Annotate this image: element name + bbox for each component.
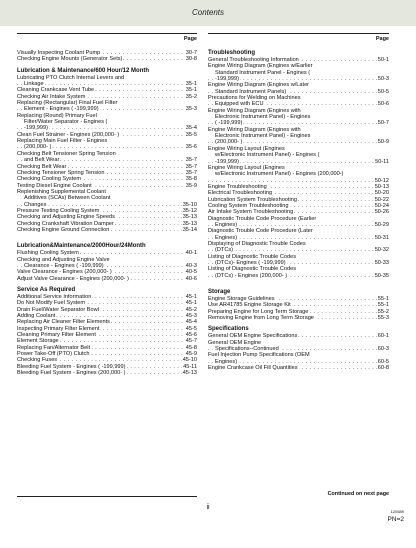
toc-entry-page: 50-35 bbox=[374, 272, 389, 279]
toc-entry-title: Air Intake System Troubleshooting bbox=[208, 209, 294, 216]
toc-entry-title: Bleeding Fuel System - Engines (200,000- ) bbox=[17, 370, 126, 377]
toc-entry-page: 30-7 bbox=[185, 50, 197, 56]
section-heading: Lubrication&Maintenance/2000Hour/24Month bbox=[17, 243, 146, 250]
toc-entry-page: 35-1 bbox=[185, 87, 197, 94]
toc-text-line: Engine Wiring Diagram (Engines with bbox=[208, 107, 301, 114]
toc-text-line: Fuel Injection Pump Specifications (OEM bbox=[208, 352, 310, 359]
toc-entry-title: and Belt Wear bbox=[24, 157, 60, 164]
toc-entry-title: Checking Engine Mounts (Generator Sets) bbox=[17, 56, 123, 63]
toc-entry-title: Lubrication System Troubleshooting bbox=[208, 196, 297, 203]
toc-entry-page: 50-31 bbox=[374, 234, 389, 241]
page-title: Contents bbox=[191, 8, 225, 17]
toc-entry-page: 50-7 bbox=[377, 120, 389, 127]
toc-entry-title: Preparing Engine for Long Term Storage bbox=[208, 308, 309, 315]
toc-entry-title: Checking Cooling System bbox=[17, 176, 82, 183]
top-rule-right bbox=[208, 33, 389, 34]
toc-entry-title: Changes bbox=[24, 201, 47, 208]
toc-entry-page: 35-9 bbox=[185, 182, 197, 189]
toc-entry-title: Adding Coolant bbox=[17, 313, 56, 320]
toc-entry-page: 50-3 bbox=[377, 76, 389, 83]
toc-entry-page: 45-4 bbox=[185, 319, 197, 326]
toc-entry-title: -199,999) bbox=[215, 158, 239, 165]
toc-entry-page: 35-12 bbox=[182, 207, 197, 214]
toc-entry-page: 50-32 bbox=[374, 247, 389, 254]
toc-text-line: Standard Instrument Panel - Engines ( bbox=[215, 69, 311, 76]
toc-entry-page: 55-1 bbox=[377, 302, 389, 309]
toc-text-line: Replacing Main Fuel Filter - Engines bbox=[17, 138, 108, 145]
toc-text-line: Engine Wiring Layout (Engines bbox=[208, 164, 285, 171]
toc-entry-title: (DTCs) bbox=[215, 247, 234, 254]
page-number: ii bbox=[206, 504, 210, 511]
toc-entry-title: Linkage bbox=[24, 81, 44, 88]
right-column bbox=[208, 36, 389, 371]
section-heading: Service As Required bbox=[17, 287, 76, 293]
toc-entry-page: 50-26 bbox=[374, 209, 389, 216]
toc-entry-title: Engine Crankcase Oil Fill Quantities bbox=[208, 365, 298, 372]
toc-entry-title: Additional Service Information bbox=[17, 294, 92, 300]
toc-entry-title: Checking and Adjusting Engine Speeds bbox=[17, 214, 115, 221]
toc-text-line: Engine Wiring Diagram (Engines with bbox=[208, 126, 301, 133]
toc-entry-title: Checking Air Intake System bbox=[17, 93, 86, 100]
toc-entry-title: Element Storage bbox=[17, 338, 59, 345]
toc-entry-title: Power Take-Off (PTO) Clutch bbox=[17, 351, 90, 358]
toc-entry-page: 35-7 bbox=[185, 157, 197, 164]
toc-text-line: Replacing (Round) Primary Fuel bbox=[17, 112, 97, 119]
toc-entry-page: 60-1 bbox=[377, 333, 389, 340]
toc-entry-page: 45-13 bbox=[182, 370, 197, 377]
toc-entry-page: 35-13 bbox=[182, 220, 197, 227]
left-column bbox=[17, 36, 197, 376]
toc-entry-title: Bleeding Fuel System - Engines ( -199,999) bbox=[17, 363, 126, 370]
toc-entry-title: Checking Engine Ground Connection bbox=[17, 226, 110, 233]
toc-entry[interactable] bbox=[17, 227, 197, 233]
toc-entry-title: Cleaning Primary Filter Element bbox=[17, 332, 96, 339]
toc-text-line: Replacing (Rectangular) Final Fuel Filter bbox=[17, 100, 118, 107]
continued-note: Continued on next page bbox=[327, 491, 389, 497]
toc-entry-title: (200,000- ) bbox=[24, 144, 52, 151]
toc-entry-title: Drain Fuel/Water Separator Bowl bbox=[17, 306, 99, 313]
section-heading: Specifications bbox=[208, 326, 249, 333]
toc-entry-title: ( -199,999) bbox=[215, 120, 243, 127]
toc-entry[interactable] bbox=[208, 273, 389, 279]
document-code: 120589 bbox=[390, 509, 404, 514]
toc-entry-page: 50-12 bbox=[374, 177, 389, 184]
toc-entry-title: Specifications--Continued bbox=[215, 346, 279, 353]
section-heading: Troubleshooting bbox=[208, 50, 255, 56]
toc-entry-title: Engine Troubleshooting bbox=[208, 183, 267, 190]
toc-entry-title: General OEM Engine Specifications bbox=[208, 333, 298, 340]
toc-entry-title: Replacing Air Cleaner Filter Elements bbox=[17, 319, 110, 326]
toc-entry-page: 50-11 bbox=[375, 158, 389, 165]
toc-entry-title: (DTCs)- Engines ( -199,999) bbox=[215, 260, 286, 266]
toc-entry-title: Cleaning Crankcase Vent Tube bbox=[17, 87, 95, 94]
toc-entry-title: Engines) bbox=[215, 358, 238, 365]
toc-entry-page: 50-20 bbox=[374, 190, 389, 197]
toc-entry-page: 60-8 bbox=[377, 365, 389, 372]
toc-entry-title: -199,999) bbox=[215, 76, 239, 83]
toc-entry-page: 45-1 bbox=[185, 294, 197, 300]
toc-text-line: General OEM Engine bbox=[208, 339, 262, 346]
toc-text-line: Filter/Water Separator - Engines ( bbox=[24, 119, 108, 126]
toc-entry-page: 45-9 bbox=[185, 351, 197, 358]
toc-text-line: Listing of Diagnostic Trouble Codes bbox=[208, 253, 296, 260]
toc-entry[interactable] bbox=[17, 56, 197, 62]
toc-text-line: Checking and Adjusting Engine Valve bbox=[17, 256, 110, 263]
toc-entry-title: Removing Engine from Long Term Storage bbox=[208, 315, 314, 322]
toc-entry-page: 45-3 bbox=[185, 313, 197, 320]
toc-entry-page: 30-8 bbox=[185, 56, 197, 63]
toc-entry-page: 50-6 bbox=[377, 101, 389, 108]
toc-entry-title: Use AR41785 Engine Storage Kit bbox=[208, 302, 291, 309]
toc-text-line: Additives (SCAs) Between Coolant bbox=[24, 195, 111, 202]
toc-entry-page: 55-2 bbox=[377, 308, 389, 315]
toc-entry-title: Clearance - Engines ( -199,999) bbox=[24, 262, 104, 269]
toc-text-line: Listing of Diagnostic Trouble Codes bbox=[208, 266, 296, 273]
toc-entry-title: -199,999) bbox=[24, 125, 48, 132]
toc-entry-page: 55-3 bbox=[377, 315, 389, 322]
toc-entry-title: Checking Belt Wear bbox=[17, 163, 67, 170]
toc-entry-page: 35-5 bbox=[185, 131, 197, 138]
toc-entry-page: 60-5 bbox=[377, 358, 389, 365]
toc-text-line: w/Electronic Instrument Panel) - Engines (200,000-) bbox=[215, 171, 344, 178]
toc-entry-page: 35-3 bbox=[185, 106, 197, 113]
toc-entry-page: 45-8 bbox=[185, 344, 197, 351]
toc-entry-page: 50-29 bbox=[374, 221, 389, 228]
toc-entry-title: Valve Clearance - Engines (200,000- ) bbox=[17, 269, 112, 276]
toc-text-line: Engine Wiring Diagram (Engines w/Earlier bbox=[208, 63, 313, 70]
toc-entry-title: Visually Inspecting Coolant Pump bbox=[17, 50, 101, 56]
bottom-rule-left bbox=[17, 496, 197, 497]
toc-entry-title: Adjust Valve Clearance - Engines (200,000- ) bbox=[17, 275, 129, 282]
toc-entry-title: Pressure Testing Cooling System bbox=[17, 207, 100, 214]
toc-entry-page: 50-13 bbox=[374, 183, 389, 190]
toc-entry-page: 35-13 bbox=[182, 214, 197, 221]
toc-text-line: Electronic Instrument Panel) - Engines bbox=[215, 114, 311, 121]
toc-list-left bbox=[17, 50, 197, 376]
toc-entry-page: 35-8 bbox=[185, 176, 197, 183]
toc-entry-title: Engines) bbox=[215, 234, 238, 241]
toc-entry-title: Checking Tensioner Spring Tension bbox=[17, 169, 105, 176]
toc-entry-page: 45-6 bbox=[185, 332, 197, 339]
toc-entry-title: Element - Engines ( -199,999) bbox=[24, 106, 99, 113]
toc-entry-title: Testing Diesel Engine Coolant bbox=[17, 182, 92, 189]
section-heading: Storage bbox=[208, 289, 231, 296]
toc-text-line: Engine Wiring Layout (Engines bbox=[208, 145, 285, 152]
toc-entry-page: 35-2 bbox=[185, 93, 197, 100]
toc-text-line: Diagnostic Trouble Code Procedure (Later bbox=[208, 228, 313, 235]
toc-entry-title: Engine Storage Guidelines bbox=[208, 296, 275, 303]
toc-entry-title: Equipped with ECU bbox=[215, 101, 264, 108]
toc-entry[interactable] bbox=[208, 315, 389, 321]
toc-entry-page: 35-1 bbox=[185, 81, 197, 88]
toc-text-line: Diagnostic Trouble Code Procedure (Earlier bbox=[208, 215, 317, 222]
toc-text-line: Engine Wiring Diagram (Engines w/Later bbox=[208, 82, 310, 89]
toc-entry-title bbox=[215, 178, 216, 184]
toc-entry-title: Flushing Cooling System bbox=[17, 250, 79, 257]
toc-entry-page: 50-33 bbox=[374, 260, 389, 266]
toc-entry-page: 35-6 bbox=[185, 144, 197, 151]
toc-entry-title: Checking Fuses bbox=[17, 357, 58, 364]
toc-text-line: Electronic Instrument Panel) - Engines bbox=[215, 133, 311, 140]
toc-entry-page: 35-14 bbox=[182, 226, 197, 233]
toc-entry-page: 50-9 bbox=[377, 139, 389, 146]
toc-entry-page: 45-1 bbox=[185, 300, 197, 307]
toc-entry-title: Do Not Modify Fuel System bbox=[17, 300, 86, 307]
toc-entry-page: 45-5 bbox=[185, 325, 197, 332]
toc-entry-page: 35-4 bbox=[185, 125, 197, 132]
toc-entry-title: Inspecting Primary Filter Element bbox=[17, 325, 100, 332]
toc-text-line: Lubricating PTO Clutch Internal Levers and bbox=[17, 74, 125, 81]
toc-entry-page: 40-1 bbox=[185, 250, 197, 257]
pn-marker: PN=2 bbox=[387, 516, 404, 523]
toc-entry-title: (DTCs) - Engines (200,000- ) bbox=[215, 272, 288, 279]
section-heading: Lubrication & Maintenance/600 Hour/12 Month bbox=[17, 67, 150, 74]
toc-entry-page: 45-2 bbox=[185, 306, 197, 313]
toc-entry-title: General Troubleshooting Information bbox=[208, 57, 299, 63]
toc-entry-page: 50-1 bbox=[377, 57, 389, 63]
toc-text-line: Checking Belt Tensioner Spring Tension bbox=[17, 150, 116, 157]
toc-text-line: Precautions for Welding on Machines bbox=[208, 95, 301, 102]
header-bar bbox=[0, 0, 416, 26]
toc-entry-page: 45-7 bbox=[185, 338, 197, 345]
toc-text-line: w/Electronic Instrument Panel) - Engines ( bbox=[215, 152, 320, 159]
toc-entry-page: 60-3 bbox=[377, 346, 389, 353]
toc-entry-page: 35-10 bbox=[182, 201, 197, 208]
toc-entry-title: Replacing Fan/Alternator Belt bbox=[17, 344, 91, 351]
toc-entry-title: Clean Fuel Strainer - Engines (200,000- ) bbox=[17, 131, 120, 138]
toc-entry-page: 50-5 bbox=[377, 88, 389, 95]
toc-entry-page: 50-24 bbox=[374, 202, 389, 209]
toc-entry-page: 35-7 bbox=[185, 163, 197, 170]
toc-entry-page: 50-22 bbox=[374, 196, 389, 203]
toc-entry-title: Engines) bbox=[215, 221, 238, 228]
toc-entry-page: 35-7 bbox=[185, 169, 197, 176]
toc-entry[interactable] bbox=[17, 370, 197, 376]
toc-entry-page: 40-6 bbox=[185, 275, 197, 282]
page-column-label: Page bbox=[183, 36, 197, 42]
page-column-label: Page bbox=[375, 36, 389, 42]
toc-entry-title: Cooling System Troubleshooting bbox=[208, 202, 289, 209]
toc-entry[interactable] bbox=[17, 276, 197, 282]
toc-entry-title: Electrical Troubleshooting bbox=[208, 190, 273, 197]
toc-entry-page: 45-11 bbox=[183, 363, 197, 370]
toc-entry-page: 40-3 bbox=[185, 262, 197, 269]
toc-text-line: Replenishing Supplemental Coolant bbox=[17, 188, 106, 195]
toc-entry-title: Checking Crankshaft Vibration Damper bbox=[17, 220, 114, 227]
toc-entry-title: Standard Instrument Panels) bbox=[215, 88, 287, 95]
toc-text-line: Displaying of Diagnostic Trouble Codes bbox=[208, 240, 306, 247]
toc-entry[interactable] bbox=[208, 365, 389, 371]
toc-entry-page: 40-5 bbox=[185, 269, 197, 276]
toc-list-right bbox=[208, 50, 389, 371]
toc-entry-title: (200,000- ) bbox=[215, 139, 243, 146]
toc-entry-page: 45-10 bbox=[182, 357, 197, 364]
top-rule-left bbox=[17, 33, 197, 34]
toc-entry-page: 55-1 bbox=[377, 296, 389, 303]
